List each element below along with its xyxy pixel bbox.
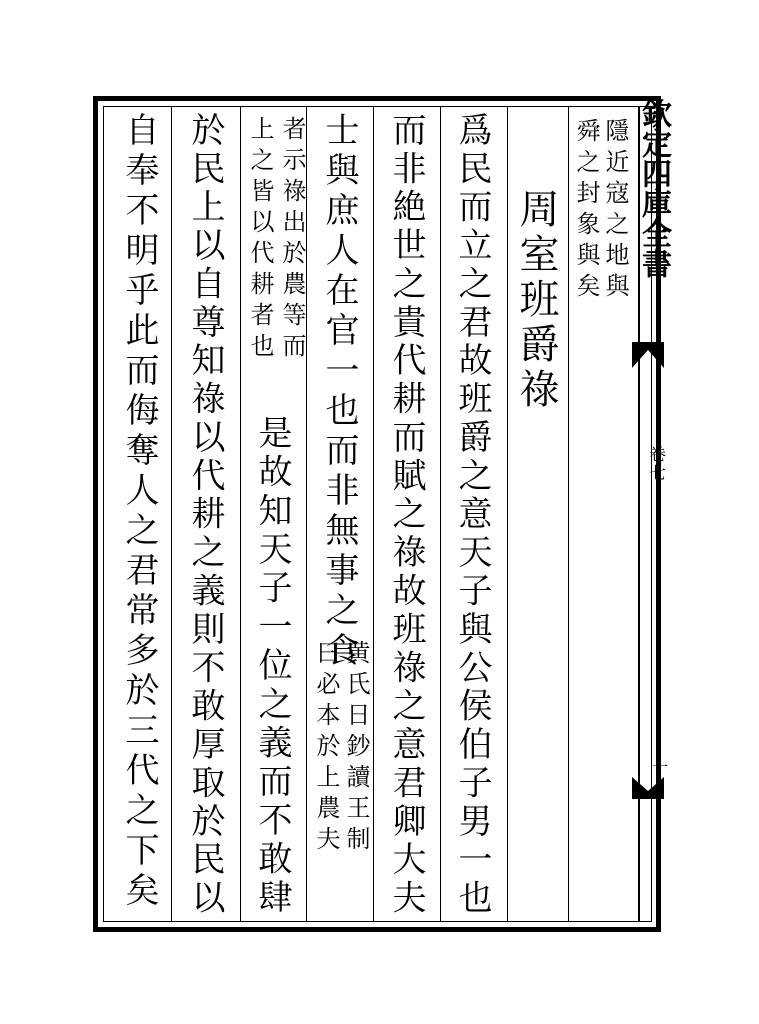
annotation-line-2: 舜之封象與矣 — [572, 118, 600, 304]
inline-note-3a: 黄氏日鈔讀王制 — [342, 640, 370, 857]
text-column-5: 於民上以自尊知祿以代耕之義則不敢厚取於民以 — [185, 112, 225, 918]
volume-label: 卷七 — [645, 445, 665, 483]
inline-note-4a: 者示祿出於農等而 — [278, 116, 306, 364]
fish-tail-mark-bottom-icon — [630, 775, 666, 801]
text-column-2: 而非絶世之貴代耕而賦之祿故班祿之意君卿大夫 — [386, 112, 426, 918]
text-column-3: 士與庶人在官一也而非無事之食 — [319, 112, 359, 672]
column-rule — [507, 107, 508, 921]
column-rule — [568, 107, 569, 921]
column-rule — [306, 107, 307, 921]
annotation-line-1: 隱近寇之地與 — [601, 118, 629, 304]
text-column-4: 是故知天子一位之義而不敢肆 — [252, 415, 292, 918]
column-rule — [171, 107, 172, 921]
column-rule — [373, 107, 374, 921]
fish-tail-mark-icon — [630, 340, 666, 370]
column-rule — [240, 107, 241, 921]
text-column-1: 爲民而立之君故班爵之意天子與公侯伯子男一也 — [452, 112, 492, 918]
text-column-6: 自奉不明乎此而侮奪人之君常多於三代之下矣 — [119, 112, 159, 912]
inline-note-3b: 曰必本於上農夫 — [312, 640, 340, 857]
column-rule — [440, 107, 441, 921]
collection-title: 欽定四庫全書 — [636, 98, 671, 278]
page-number: 十 — [652, 758, 669, 777]
inline-note-4b: 上之皆以代耕者也 — [246, 116, 274, 364]
section-title: 周室班爵祿 — [513, 188, 559, 413]
